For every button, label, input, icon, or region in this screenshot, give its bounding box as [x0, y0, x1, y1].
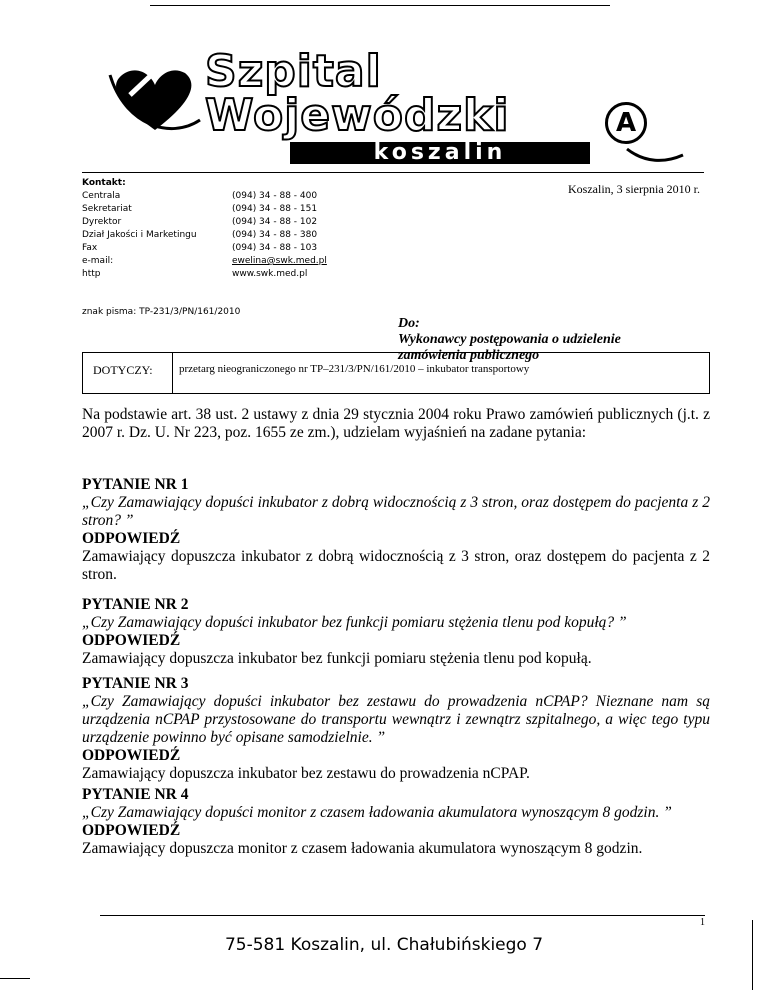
logo-swoosh-icon — [625, 145, 685, 165]
question-title: PYTANIE NR 3 — [82, 675, 189, 692]
header-rule — [82, 172, 704, 173]
question-block-2 — [82, 596, 710, 668]
contact-title: Kontakt: — [82, 178, 126, 188]
contact-block — [82, 177, 382, 281]
top-rule — [150, 5, 610, 6]
scan-mark-right — [752, 920, 753, 990]
question-block-1 — [82, 476, 710, 584]
scan-mark-left — [0, 978, 30, 979]
question-block-3 — [82, 675, 710, 783]
subject-label: DOTYCZY: — [83, 353, 173, 393]
contact-label: Centrala — [82, 191, 121, 201]
email-link[interactable]: ewelina@swk.med.pl — [232, 256, 327, 266]
subject-text: przetarg nieograniczonego nr TP–231/3/PN/161/2010 – inkubator transportowy — [179, 363, 530, 375]
question-text: „Czy Zamawiający dopuści inkubator bez funkcji pomiaru stężenia tlenu pod kopułą? ” — [82, 614, 627, 631]
contact-label: Sekretariat — [82, 204, 132, 214]
contact-label: http — [82, 269, 101, 279]
question-text: „Czy Zamawiający dopuści inkubator z dobrą widocznością z 3 stron, oraz dostępem do pacjenta z 2 stron? ” — [82, 494, 710, 529]
answer-text: Zamawiający dopuszcza inkubator z dobrą widocznością z 3 stron, oraz dostępem do pacjenta z 2 stron. — [82, 548, 710, 583]
heart-emblem-icon — [100, 55, 210, 145]
hospital-logo — [100, 46, 700, 170]
contact-row-http — [82, 268, 382, 281]
logo-line-koszalin: koszalin — [290, 142, 590, 164]
question-text: „Czy Zamawiający dopuści monitor z czasem ładowania akumulatora wynoszącym 8 godzin. ” — [82, 804, 672, 821]
footer-rule — [100, 915, 705, 916]
footer-address: 75-581 Koszalin, ul. Chałubińskiego 7 — [224, 935, 544, 955]
website-link[interactable]: www.swk.med.pl — [232, 269, 308, 279]
contact-label: Dyrektor — [82, 217, 122, 227]
logo-mark-letter: A — [615, 108, 637, 138]
contact-label: Dział Jakości i Marketingu — [82, 230, 197, 240]
contact-value: (094) 34 - 88 - 103 — [232, 243, 318, 253]
answer-label: ODPOWIEDŹ — [82, 822, 181, 839]
contact-row-centrala — [82, 190, 382, 203]
contact-value: (094) 34 - 88 - 400 — [232, 191, 318, 201]
contact-row-email — [82, 255, 382, 268]
contact-row-dyrektor — [82, 216, 382, 229]
question-title: PYTANIE NR 1 — [82, 476, 189, 493]
answer-label: ODPOWIEDŹ — [82, 632, 181, 649]
intro-paragraph: Na podstawie art. 38 ust. 2 ustawy z dnia 29 stycznia 2004 roku Prawo zamówień publicznych (j.t. z 2007 r. Dz. U. Nr 223, poz. 1655 ze zm.), udzielam wyjaśnień na zadane pytania: — [82, 406, 710, 441]
recipient-to: Do: — [398, 316, 420, 331]
answer-label: ODPOWIEDŹ — [82, 530, 181, 547]
answer-text: Zamawiający dopuszcza inkubator bez zestawu do prowadzenia nCPAP. — [82, 765, 530, 782]
letter-date: Koszalin, 3 sierpnia 2010 r. — [568, 182, 700, 196]
contact-row-fax — [82, 242, 382, 255]
question-title: PYTANIE NR 4 — [82, 786, 189, 803]
reference-number: znak pisma: TP-231/3/PN/161/2010 — [82, 307, 241, 317]
contact-value: (094) 34 - 88 - 151 — [232, 204, 318, 214]
recipient-line: Wykonawcy postępowania o udzielenie — [398, 332, 621, 347]
logo-line-wojewodzki: Wojewódzki — [205, 90, 510, 141]
answer-text: Zamawiający dopuszcza monitor z czasem ładowania akumulatora wynoszącym 8 godzin. — [82, 840, 643, 857]
answer-label: ODPOWIEDŹ — [82, 747, 181, 764]
question-block-4 — [82, 786, 710, 858]
logo-mark-icon — [605, 102, 647, 144]
question-text: „Czy Zamawiający dopuści inkubator bez zestawu do prowadzenia nCPAP? Nieznane nam są urządzenia nCPAP przystosowane do transportu wewnątrz i zewnątrz szpitalnego, a więc tego typu urządzenie powinno być opisane samodzielnie. ” — [82, 693, 710, 746]
contact-row-marketing — [82, 229, 382, 242]
question-title: PYTANIE NR 2 — [82, 596, 189, 613]
logo-line-szpital: Szpital — [205, 46, 382, 97]
answer-text: Zamawiający dopuszcza inkubator bez funkcji pomiaru stężenia tlenu pod kopułą. — [82, 650, 592, 667]
contact-value: (094) 34 - 88 - 102 — [232, 217, 318, 227]
contact-value: (094) 34 - 88 - 380 — [232, 230, 318, 240]
contact-row-sekretariat — [82, 203, 382, 216]
subject-box — [82, 352, 710, 394]
recipient-line: zamówienia publicznego — [398, 348, 540, 363]
page-number: 1 — [700, 917, 705, 928]
contact-label: e-mail: — [82, 256, 114, 266]
contact-label: Fax — [82, 243, 98, 253]
